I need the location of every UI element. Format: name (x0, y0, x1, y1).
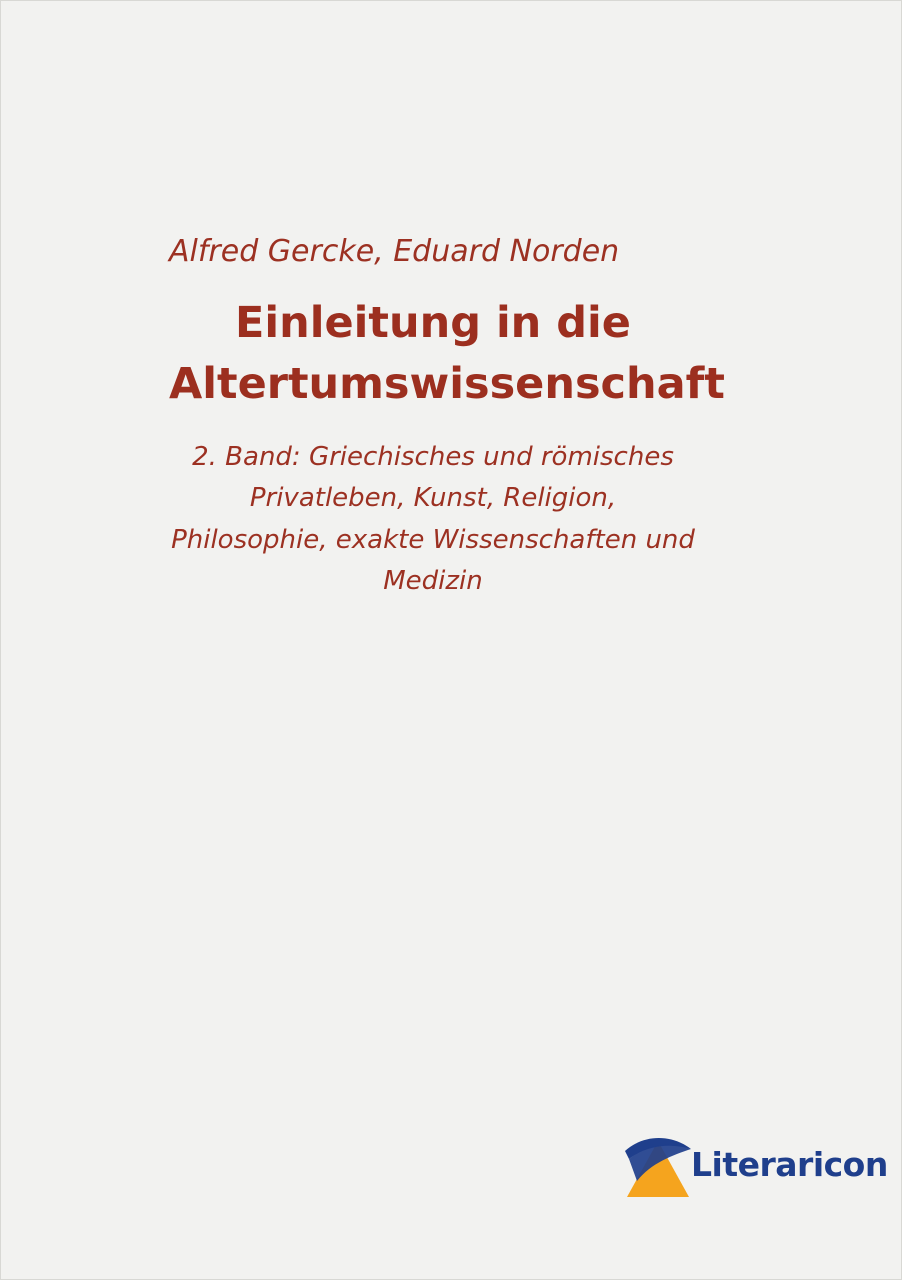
publisher-logo (621, 1123, 888, 1213)
cover-authors: Alfred Gercke, Eduard Norden (169, 234, 620, 269)
cover-subtitle: 2. Band: Griechisches und römisches Privatleben, Kunst, Religion, Philosophie, exakte Wissenschaften und Medizin (171, 441, 695, 597)
publisher-name: Literaricon (691, 1145, 888, 1184)
cover-text-block (169, 233, 725, 603)
triangle-swoosh-logo-icon (621, 1129, 695, 1203)
cover-title: Einleitung in die Altertumswissenschaft (169, 297, 725, 409)
